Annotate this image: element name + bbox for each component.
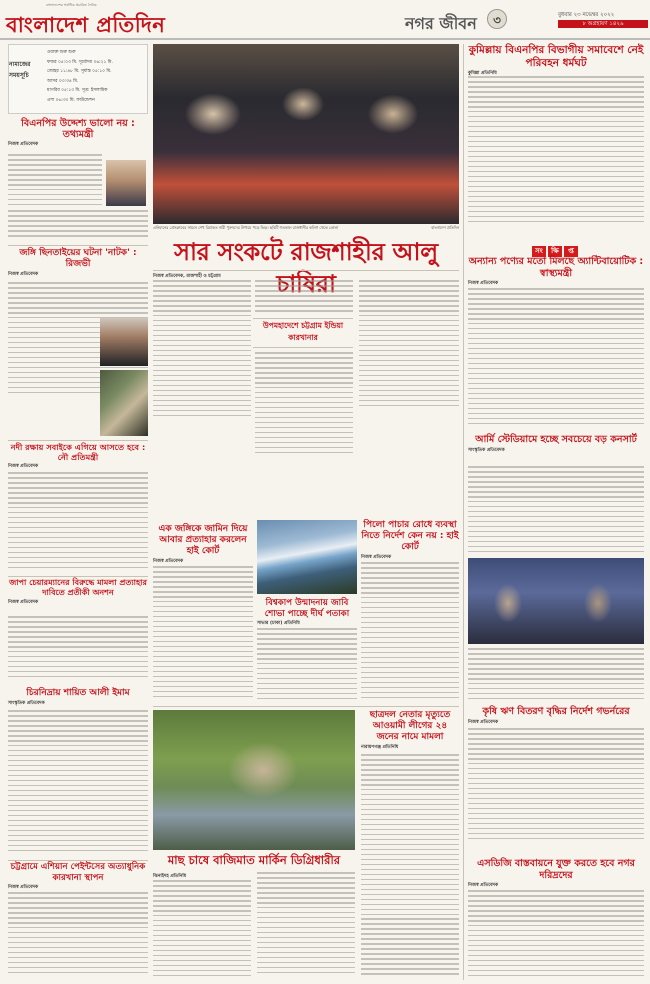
page-number: ৩ <box>493 13 501 27</box>
article-byline: নিজস্ব প্রতিবেদক <box>468 719 499 725</box>
masthead-rule <box>0 38 650 40</box>
article-headline[interactable]: চিরনিদ্রায় শায়িত আলী ইমাম <box>26 688 130 698</box>
article-body <box>468 728 644 843</box>
flag-photo <box>257 520 357 594</box>
article-chiranidra <box>8 688 148 858</box>
article-byline: কুমিল্লা প্রতিনিধি <box>468 71 497 76</box>
page-number-badge <box>487 9 507 29</box>
article-byline: সাংস্কৃতিক প্রতিবেদক <box>8 701 45 706</box>
article-bnp-purpose <box>8 118 148 244</box>
article-headline[interactable]: পিলো পাচার রোধে ব্যবস্থা নিতে নির্দেশ কেন নয় : হাই কোর্ট <box>361 520 459 552</box>
article-body <box>361 562 459 702</box>
article-awami <box>361 710 459 982</box>
fish-farming-photo <box>153 710 355 850</box>
divider <box>8 440 148 441</box>
article-body <box>8 154 102 209</box>
prayer-label-1: নামাজের <box>9 61 31 68</box>
article-byline: নিজস্ব প্রতিবেদক <box>8 885 39 890</box>
sub-headline[interactable]: উপমহাদেশে চট্টগ্রাম ইন্ডিয়া কারখানার <box>253 318 353 348</box>
article-headline[interactable]: জাপা চেয়ারম্যানের বিরুদ্ধে মামলা প্রত্যাহার দাবিতে প্রতীকী অনশন <box>9 578 147 597</box>
article-byline: নিজস্ব প্রতিবেদক <box>153 559 184 564</box>
article-headline[interactable]: নদী রক্ষায় সবাইকে এগিয়ে আসতে হবে : নৌ প্রতিমন্ত্রী <box>10 442 146 462</box>
article-comilla <box>468 44 644 232</box>
ceremony-photo <box>100 370 148 436</box>
prayer-label-2: সময়সূচি <box>9 72 29 79</box>
article-jp <box>8 578 148 684</box>
prayer-table <box>47 48 147 114</box>
article-byline: ঝিনাইদহ প্রতিনিধি <box>153 874 187 879</box>
article-body-col2 <box>255 280 353 315</box>
main-photo-credit: বাংলাদেশ প্রতিদিন <box>431 225 459 230</box>
divider <box>153 270 459 271</box>
divider <box>8 245 148 246</box>
article-headline[interactable]: বিশ্বকাপ উন্মাদনায় জাবি শোভা পাচ্ছে দীর্ঘ পতাকা <box>264 598 350 619</box>
article-byline: সাংস্কৃতিক প্রতিবেদক <box>468 447 505 453</box>
article-body <box>153 566 253 701</box>
date-line-2: ৮ অগ্রহায়ণ ১৪২৯ <box>558 20 648 28</box>
main-crowd-photo <box>153 44 459 224</box>
divider <box>8 576 148 577</box>
article-sdg <box>468 858 644 982</box>
article-flag <box>257 598 357 706</box>
prayer-row: জোহর ১১:৪৮ মি. সূর্যাস্ত ০৫:১০ মি. <box>47 69 112 74</box>
divider <box>153 706 459 707</box>
minister-photo <box>106 160 146 206</box>
divider <box>8 860 148 861</box>
article-byline: নিজস্ব প্রতিবেদক <box>8 272 39 277</box>
article-army-stadium <box>468 434 644 704</box>
article-headline[interactable]: কুমিল্লায় বিএনপির বিভাগীয় সমাবেশে নেই পরিবহন ধর্মঘট <box>468 44 644 69</box>
article-byline: নিজস্ব প্রতিবেদক <box>468 883 499 888</box>
fish-headline[interactable]: মাছ চাষে বাজিমাত মার্কিন ডিগ্রিধারীর <box>167 853 341 867</box>
article-headline[interactable]: এক জঙ্গিকে জামিন দিয়ে আবার প্রত্যাহার করলেন হাই কোর্ট <box>158 524 248 556</box>
article-headline[interactable]: এসডিজি বাস্তবায়নে যুক্ত করতে হবে নগর দরিদ্রদের <box>477 858 635 881</box>
article-byline: নিজস্ব প্রতিবেদক, রাজশাহী ও চট্টগ্রাম <box>153 274 221 279</box>
article-body-col1 <box>153 280 251 420</box>
digest-header: সং ক্ষি প্ত <box>468 238 644 252</box>
article-river <box>8 442 148 574</box>
article-headline[interactable]: বিএনপির উদ্দেশ্য ভালো নয় : তথ্যমন্ত্রী <box>21 118 135 140</box>
stadium-event-photo <box>468 558 644 644</box>
article-byline: নিজস্ব প্রতিবেদক <box>8 464 39 469</box>
article-body <box>8 472 148 572</box>
article-body <box>468 76 644 226</box>
prayer-label <box>9 59 45 89</box>
prayer-row: মাগরিব ০৫:১৩ মি. সূত্র: ইসলামিক <box>47 88 108 93</box>
article-headline[interactable]: ছাত্রদল নেতার মৃত্যুতে আওয়ামী লীগের ২৪ জনের নামে মামলা <box>369 710 451 742</box>
article-byline: নারায়ণগঞ্জ প্রতিনিধি <box>361 745 399 750</box>
article-agri-loan <box>468 706 644 856</box>
masthead <box>0 0 650 38</box>
article-body <box>468 890 644 980</box>
article-byline: সাভার (ঢাকা) প্রতিনিধি <box>257 621 300 626</box>
logo[interactable]: বাংলাদেশ প্রতিদিন <box>6 12 166 37</box>
article-byline: নিজস্ব প্রতিবেদক <box>8 600 39 605</box>
column-divider <box>463 44 464 980</box>
article-headline[interactable]: কৃষি ঋণ বিতরণ বৃদ্ধির নির্দেশ গভর্নরের <box>482 706 630 717</box>
article-body <box>8 892 148 977</box>
article-body <box>468 288 644 428</box>
article-byline: নিজস্ব প্রতিবেদক <box>8 142 39 147</box>
prayer-row: ফজর ০৫:০৩ মি. সূর্যোদয় ০৬:২১ মি. <box>47 59 113 65</box>
rizvi-photo <box>100 318 148 366</box>
article-headline[interactable]: অন্যান্য পণ্যের মতো মিলছে অ্যান্টিবায়োটিক : স্বাস্থ্যমন্ত্রী <box>468 256 644 279</box>
article-body <box>361 754 459 978</box>
article-bail <box>153 524 253 704</box>
lead-body <box>153 272 459 520</box>
logo-tagline: বাংলাদেশের সর্বাধিক প্রচারিত দৈনিক <box>46 3 97 7</box>
article-body <box>8 616 148 681</box>
article-headline[interactable]: চট্টগ্রামে এশিয়ান পেইন্টসের অত্যাধুনিক কারখানা স্থাপন <box>10 862 146 883</box>
article-body-col3 <box>359 280 459 410</box>
date-line-1: বুধবার ২৩ নভেম্বর ২০২২ <box>558 12 615 18</box>
article-body <box>468 466 644 556</box>
prayer-header: ওয়াক্ত শুরু শুরু <box>47 50 76 55</box>
article-fish <box>153 872 355 982</box>
digest-badge: সং <box>532 246 546 257</box>
article-headline[interactable]: আর্মি স্টেডিয়ামে হচ্ছে সবচেয়ে বড় কনসার্ট <box>475 434 637 445</box>
article-body <box>257 628 357 703</box>
article-byline: নিজস্ব প্রতিবেদক <box>361 555 392 560</box>
lead-headline[interactable]: সার সংকটে রাজশাহীর আলু <box>174 238 438 266</box>
prayer-row: আসর ০৩:৩৪ মি. <box>47 78 79 84</box>
article-body <box>153 880 251 980</box>
prayer-row: এশা ০৬:৩০ মি. ফাউন্ডেশন <box>47 97 95 103</box>
article-antibiotic <box>468 256 644 432</box>
article-headline[interactable]: জঙ্গি ছিনতাইয়ের ঘটনা 'নাটক' : রিজভী <box>19 248 137 269</box>
article-byline: নিজস্ব প্রতিবেদক <box>468 281 499 286</box>
article-body <box>8 710 148 855</box>
prayer-times-box <box>8 44 148 114</box>
section-title: নগর জীবন <box>405 14 477 33</box>
article-asian-paints <box>8 862 148 980</box>
main-photo-caption: এনিমানের প্রেসক্লাবের সামনে শেখ রিমাকত নারী পুরুষদের উপায়ে পড়ে ভিড়। ছবিটি গতকাল রাজধানীর কলিগ থেকে তোলা <box>153 225 339 230</box>
article-pilot <box>361 520 459 704</box>
